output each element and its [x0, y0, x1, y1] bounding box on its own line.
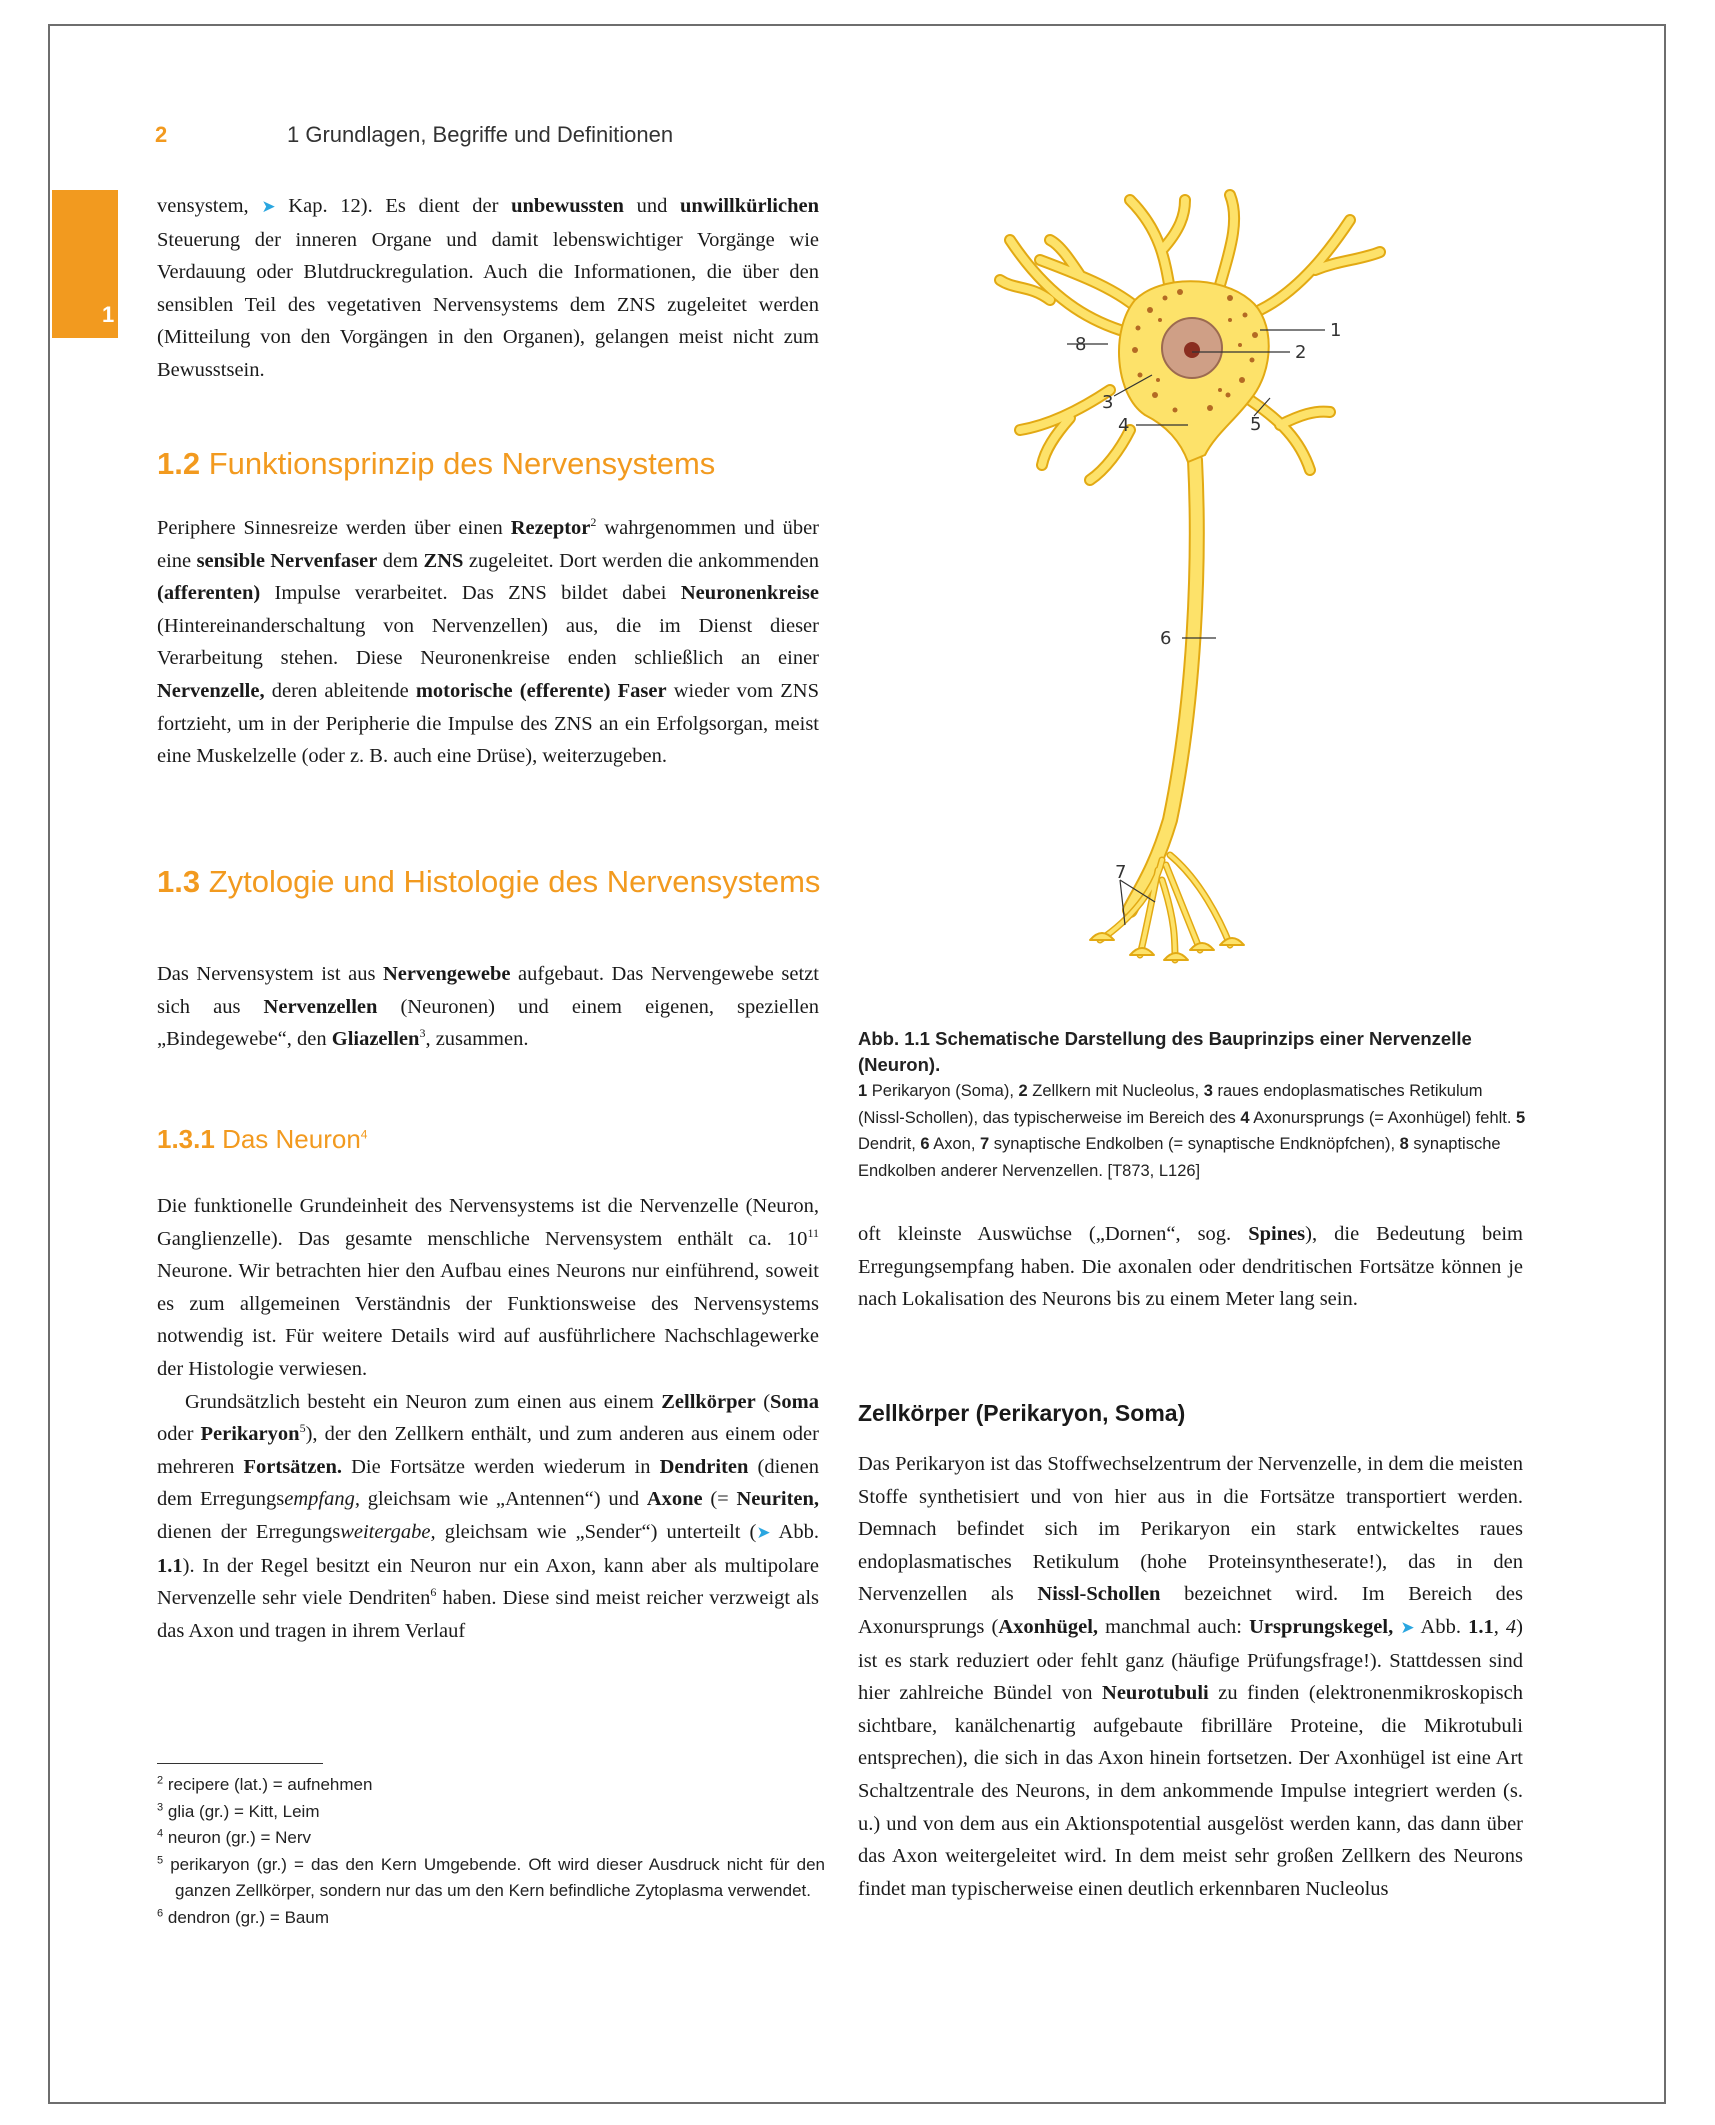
page-number: 2 [155, 122, 168, 147]
paragraph-zytologie: Das Nervensystem ist aus Nervengewebe aufgebaut. Das Nervengewebe setzt sich aus Nervenzellen (Neuronen) und einem eigenen, speziellen „Bindegewebe“, den Gliazellen$^3$, zusammen. [157, 963, 819, 1051]
section-heading-1-3: 1.3 Zytologie und Histologie des Nervensystems [157, 864, 821, 899]
paragraph-funktionsprinzip: Periphere Sinnesreize werden über einen Rezeptor$^2$ wahrgenommen und über eine sensible Nervenfaser dem ZNS zugeleitet. Dort werden die ankommenden (afferenten) Impulse verarbeitet. Das ZNS bildet dabei Neuronenkreise (Hintereinanderschaltung von Nervenzellen) aus, die im Dienst dieser Verarbeitung stehen. Diese Neuronenkreise enden schließlich an einer Nervenzelle, deren ableitende motorische (efferente) Faser wieder vom ZNS fortzieht, um in der Peripherie die Impulse des ZNS an ein Erfolgsorgan, meist eine Muskelzelle (oder z. B. auch eine Drüse), weiterzugeben. [157, 515, 819, 768]
figure-label-1: 1 [1330, 320, 1342, 341]
paragraph-intro: vensystem, ➤ Kap. 12). Es dient der unbewussten und unwillkürlichen Steuerung der inneren Organe und damit lebenswichtiger Vorgänge wie Verdauung oder Blutdruckregulation. Auch die Informationen, die über den sensiblen Teil des vegetativen Nervensystems dem ZNS zugeleitet werden (Mitteilung von den Vorgängen in den Organen), gelangen meist nicht zum Bewusstsein. [157, 195, 820, 381]
figure-caption [858, 1026, 1526, 1184]
figure-label-6: 6 [1160, 628, 1172, 649]
running-header [155, 122, 674, 148]
synaptic-terminals [1090, 933, 1244, 960]
section-heading-1-2: 1.2 Funktionsprinzip des Nervensystems [157, 446, 716, 481]
footnote: $^5$ perikaryon (gr.) = das den Kern Umgebende. Oft wird dieser Ausdruck nicht für den ganzen Zellkörper, sondern nur das um den Kern befindliche Zytoplasma verwendet. [157, 1853, 825, 1900]
paragraph-neuron: Die funktionelle Grundeinheit des Nervensystems ist die Nervenzelle (Neuron, Ganglienzelle). Das gesamte menschliche Nervensystem enthält ca. $10^{11}$ Neurone. Wir betrachten hier den Aufbau eines Neurons nur einführend, soweit es zum allgemeinen Verständnis der Funktionsweise des Nervensystems notwendig ist. Für weitere Details wird auf ausführlichere Nachschlagewerke der Histologie verwiesen. Grundsätzlich besteht ein Neuron zum einen aus einem Zellkörper (Soma oder Perikaryon$^5$), der den Zellkern enthält, und zum anderen aus einem oder mehreren Fortsätzen. Die Fortsätze werden wiederum in Dendriten (dienen dem Erregungsempfang, gleichsam wie „Antennen“) und Axone (= Neuriten, dienen der Erregungsweitergabe, gleichsam wie „Sender“) unterteilt (➤ Abb. 1.1). In der Regel besitzt ein Neuron nur ein Axon, kann aber als multipolare Nervenzelle sehr viele Dendriten$^6$ haben. Diese sind meist reicher verzweigt als das Axon und tragen in ihrem Verlauf [157, 1195, 820, 1642]
paragraph-spines: oft kleinste Auswüchse („Dornen“, sog. Spines), die Bedeutung beim Erregungsempfang haben. Die axonalen oder dendritischen Fortsätze können je nach Lokalisation des Neurons bis zu einem Meter lang sein. [858, 1223, 1523, 1311]
footnote: $^4$ neuron (gr.) = Nerv [157, 1827, 312, 1847]
figure-label-5: 5 [1250, 414, 1262, 435]
chapter-side-tab-label: 1 [102, 302, 115, 327]
figure-caption-body: 1 Perikaryon (Soma), 2 Zellkern mit Nucleolus, 3 raues endoplasmatisches Retikulum (Nissl-Schollen), das typischerweise im Bereich des 4 Axonursprungs (= Axonhügel) fehlt. 5 Dendrit, 6 Axon, 7 synaptische Endkolben (= synaptische Endknöpfchen), 8 synaptische Endkolben anderer Nervenzellen. [T873, L126] [858, 1082, 1526, 1180]
cross-reference-arrow-icon: ➤ [756, 1522, 771, 1543]
figure-label-3: 3 [1102, 392, 1114, 413]
subsection-heading-zellkoerper: Zellkörper (Perikaryon, Soma) [858, 1400, 1186, 1426]
neuron-illustration [930, 180, 1450, 1010]
section-heading-1-3-1: 1.3.1 Das Neuron$^4$ [157, 1124, 368, 1154]
figure-label-7: 7 [1115, 862, 1127, 883]
cross-reference-arrow-icon: ➤ [1400, 1617, 1415, 1638]
chapter-side-tab [52, 190, 118, 338]
footnote: $^3$ glia (gr.) = Kitt, Leim [157, 1800, 320, 1821]
neuron-cell [1000, 195, 1380, 960]
paragraph-perikaryon: Das Perikaryon ist das Stoffwechselzentrum der Nervenzelle, in dem die meisten Stoffe synthetisiert und von hier aus in die Fortsätze transportiert werden. Demnach befindet sich im Perikaryon ein stark entwickeltes raues endoplasmatisches Retikulum (hohe Proteinsyntheserate!), das in den Nervenzellen als Nissl-Schollen bezeichnet wird. Im Bereich des Axonursprungs (Axonhügel, manchmal auch: Ursprungskegel, ➤ Abb. 1.1, 4) ist es stark reduziert oder fehlt ganz (häufige Prüfungsfrage!). Stattdessen sind hier zahlreiche Bündel von Neurotubuli zu finden (elektronenmikroskopisch sichtbare, kanälchenartig aufgebaute fibrilläre Proteine, die Mikrotubuli entsprechen), die sich in das Axon hinein fortsetzen. Der Axonhügel ist eine Art Schaltzentrale des Neurons, in dem ankommende Impulse integriert werden (s. u.) und von dem aus ein Aktionspotential ausgelöst werden kann, das dann über das Axon weitergeleitet wird. In dem meist sehr großen Zellkern des Neurons findet man typischerweise einen deutlich erkennbaren Nucleolus [858, 1453, 1523, 1900]
figure-label-2: 2 [1295, 342, 1307, 363]
figure-caption-title: Abb. 1.1 Schematische Darstellung des Bauprinzips einer Nervenzelle (Neuron). [858, 1028, 1472, 1075]
figure-label-8: 8 [1075, 334, 1087, 355]
nucleolus [1184, 342, 1200, 358]
footnote: $^6$ dendron (gr.) = Baum [157, 1906, 329, 1927]
chapter-title: 1 Grundlagen, Begriffe und Definitionen [287, 122, 674, 147]
cross-reference-arrow-icon: ➤ [261, 197, 276, 217]
footnote: $^2$ recipere (lat.) = aufnehmen [157, 1774, 373, 1794]
figure-label-4: 4 [1118, 415, 1130, 436]
footnote-divider [157, 1763, 323, 1764]
footnotes [157, 1772, 825, 1931]
